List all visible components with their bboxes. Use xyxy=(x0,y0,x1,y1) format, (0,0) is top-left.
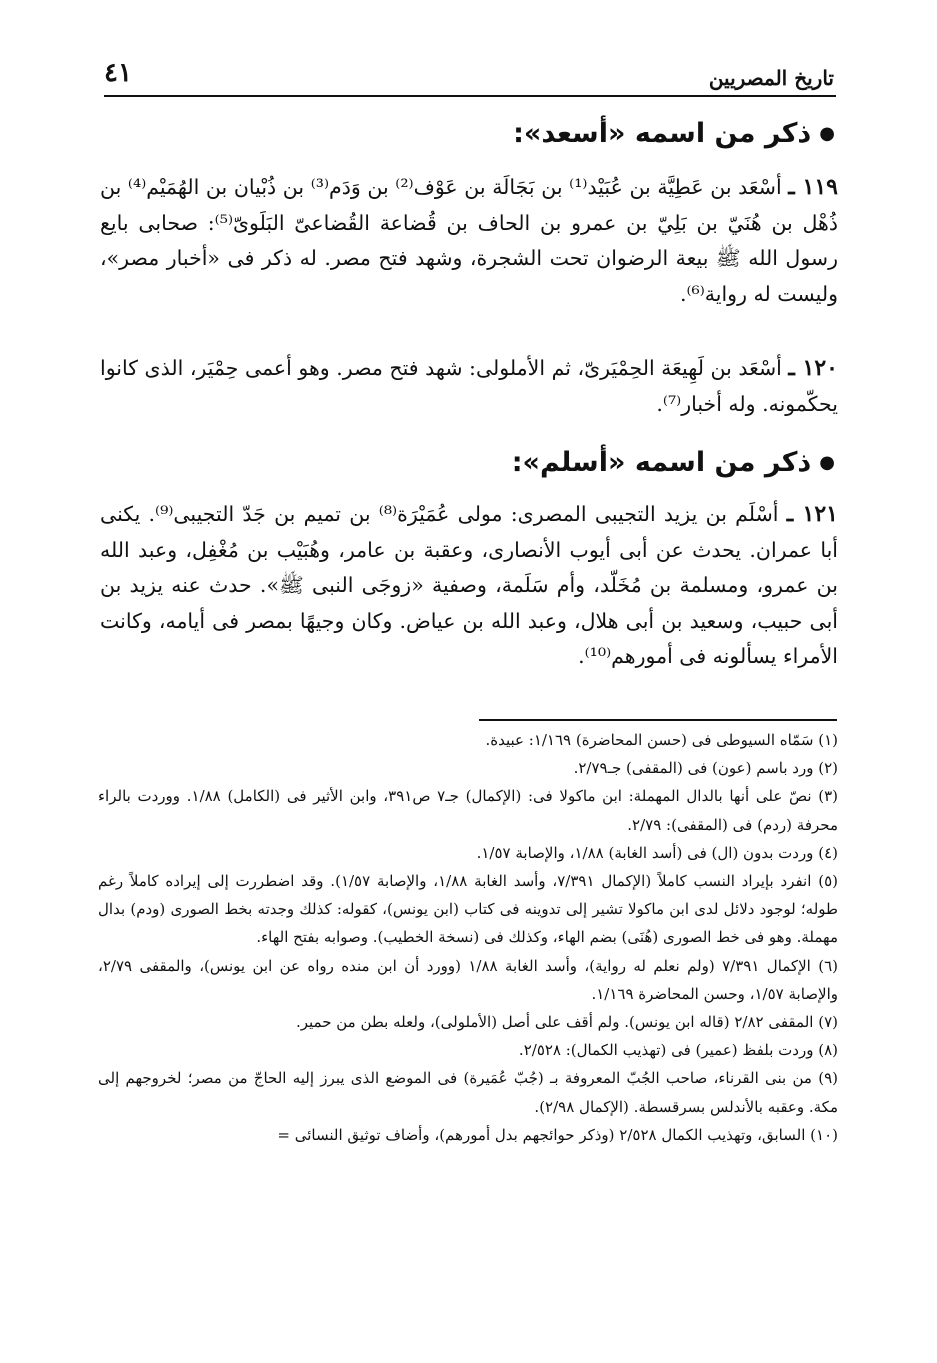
entry-number: ١٢١ ـ xyxy=(786,501,838,527)
entry-number: ١١٩ ـ xyxy=(788,174,838,200)
footnote: (١٠) السابق، وتهذيب الكمال ٢/٥٢٨ (وذكر حوائجهم بدل أمورهم)، وأضاف توثيق النسائى = xyxy=(277,1125,838,1144)
entry-text: أسْلَم بن يزيد التجيبى المصرى: مولى عُمَيْرَة⁽⁸⁾ بن تميم بن جَدّ التجيبى⁽⁹⁾. يكنى أبا عمران. يحدث عن أبى أيوب الأنصارى، وعقبة بن عامر، وهُبَيْب بن مُغْفِل، وعبد الله بن عمرو، ومسلمة بن مُخَلّد، وأم سَلَمة، وصفية «زوجَى النبى ﷺ». حدث عنه يزيد بن أبى حبيب، وسعيد بن أبى هلال، وعبد الله بن عياض. وكان وجيهًا بمصر فى أيامه، وكانت الأمراء يسألونه فى أمورهم⁽¹⁰⁾. xyxy=(100,502,838,668)
header-rule xyxy=(104,95,836,97)
footnote: (١) سَمّاه السيوطى فى (حسن المحاضرة) ١/١٦٩: عبيدة. xyxy=(485,731,838,749)
footnote: (٢) ورد باسم (عون) فى (المقفى) جـ٢/٧٩. xyxy=(573,759,838,778)
footnote: (٦) الإكمال ٧/٣٩١ (ولم نعلم له رواية)، وأسد الغابة ١/٨٨ (وورد أن ابن منده رواه عن ابن يونس)، والمقفى ٢/٧٩، والإصابة ١/٥٧، وحسن المحاضرة ١/١٦٩. xyxy=(98,956,838,1003)
entry-119 xyxy=(100,170,838,312)
entry-120 xyxy=(100,351,838,422)
entry-text: أسْعَد بن لَهِيعَة الحِمْيَرىّ، ثم الأملولى: شهد فتح مصر. وهو أعمى حِمْيَر، الذى كانوا يحكّمونه. وله أخبار⁽⁷⁾. xyxy=(100,356,838,416)
entry-number: ١٢٠ ـ xyxy=(788,355,838,381)
section-heading-asad: ●ذكر من اسمه «أسعد»: xyxy=(513,118,835,149)
running-title: تاريخ المصريين xyxy=(708,66,834,90)
entry-text: أسْعَد بن عَطِيَّة بن عُبَيْد⁽¹⁾ بن بَجَالَة بن عَوْف⁽²⁾ بن وَدَم⁽³⁾ بن ذُبْيان بن الهُمَيْم⁽⁴⁾ بن ذُهْل بن هُنَيّ بن بَلِيّ بن عمرو بن الحاف بن قُضاعة القُضاعىّ البَلَوىّ⁽⁵⁾: صحابى بايع رسول الله ﷺ بيعة الرضوان تحت الشجرة، وشهد فتح مصر. له ذكر فى «أخبار مصر»، وليست له رواية⁽⁶⁾. xyxy=(100,175,838,306)
footnote: (٩) من بنى القرناء، صاحب الجُبّ المعروفة بـ (جُبّ عُمَيرة) فى الموضع الذى يبرز إليه الحاجّ من مصر؛ لخروجهم إلى مكة. وعقبه بالأندلس بسرقسطة. (الإكمال ٢/٩٨). xyxy=(98,1069,838,1116)
footnotes xyxy=(98,726,838,1149)
footnote-rule xyxy=(479,719,837,721)
footnote: (٨) وردت بلفظ (عمير) فى (تهذيب الكمال): ٢/٥٢٨. xyxy=(518,1041,838,1060)
bullet-icon: ● xyxy=(819,123,835,144)
bullet-icon: ● xyxy=(819,452,835,473)
footnote: (٧) المقفى ٢/٨٢ (قاله ابن يونس). ولم أقف على أصل (الأملولى)، ولعله بطن من حمير. xyxy=(295,1013,838,1032)
section-heading-aslam: ●ذكر من اسمه «أسلم»: xyxy=(511,447,835,478)
page-number: ٤١ xyxy=(104,58,132,88)
footnote: (٤) وردت بدون (ال) فى (أسد الغابة) ١/٨٨، والإصابة ١/٥٧. xyxy=(476,843,838,862)
footnote: (٣) نصّ على أنها بالدال المهملة: ابن ماكولا فى: (الإكمال) جـ٧ ص٣٩١، وابن الأثير فى (الكامل) ١/٨٨. ووردت بالراء محرفة (ردم) فى (المقفى): ٢/٧٩. xyxy=(98,787,839,834)
page-header xyxy=(104,58,834,92)
entry-121 xyxy=(100,497,838,675)
footnote: (٥) انفرد بإيراد النسب كاملاً (الإكمال ٧/٣٩١، وأسد الغابة ١/٨٨، والإصابة ١/٥٧). وقد اضطررت إلى إيراده كاملاً رغم طوله؛ لوجود دلائل لدى ابن ماكولا تشير إلى تدوينه فى كتاب (ابن يونس)، كقوله: كذلك وجدته بخط الصورى (ودم) بدال مهملة. وهو فى خط الصورى (هُنَى) بضم الهاء، وكذلك فى (نسخة الخطيب). وصوابه بفتح الهاء. xyxy=(98,872,838,947)
